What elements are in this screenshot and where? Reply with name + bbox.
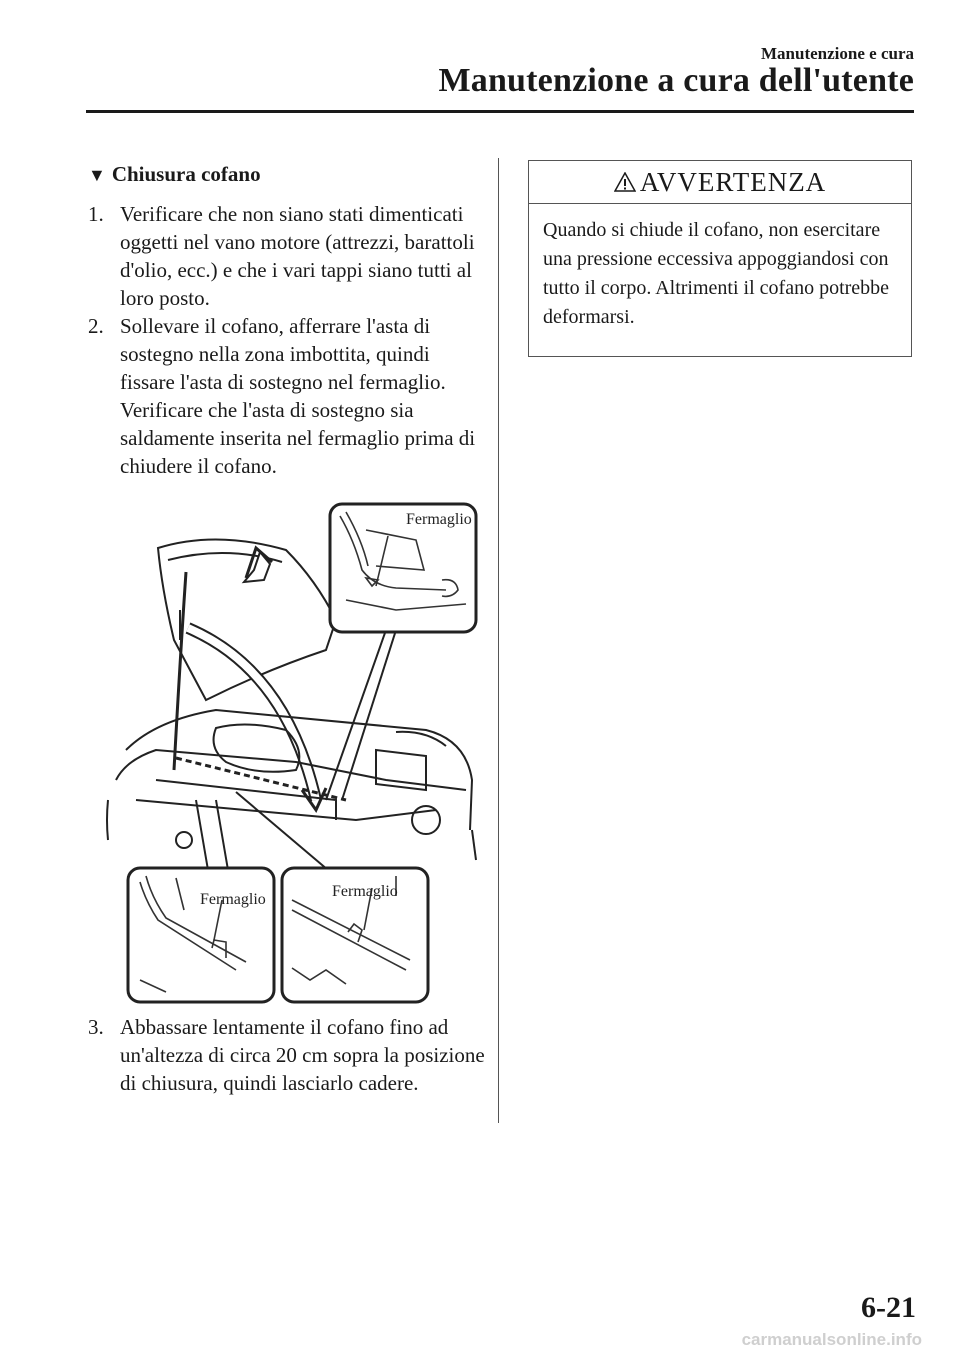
triangle-marker-icon: ▼	[88, 165, 106, 185]
hood-illustration	[96, 500, 480, 1005]
warning-box	[528, 160, 912, 357]
watermark: carmanualsonline.info	[741, 1330, 922, 1349]
step-number: 2.	[88, 314, 104, 338]
inset-top-right	[330, 504, 476, 632]
section-heading	[88, 162, 261, 187]
inset-bottom-right	[282, 868, 428, 1002]
step-item	[88, 312, 488, 480]
warning-triangle-icon	[614, 172, 636, 192]
page-title: Manutenzione a cura dell'utente	[438, 62, 914, 99]
warning-text: Quando si chiude il cofano, non esercitare una pressione eccessiva appoggiandosi con tutto il corpo. Altrimenti il cofano potrebbe deformarsi.	[543, 219, 890, 328]
inset-label: Fermaglio	[332, 883, 398, 900]
step-text: Verificare che non siano stati dimenticati oggetti nel vano motore (attrezzi, barattoli d'olio, ecc.) e che i vari tappi siano tutti al loro posto.	[120, 202, 475, 310]
header-section: Manutenzione e cura	[761, 44, 914, 63]
inset-bottom-left	[128, 868, 274, 1002]
step-item	[88, 1013, 488, 1097]
steps-list-continued	[88, 1013, 488, 1097]
column-divider	[498, 158, 499, 1123]
step-text: Sollevare il cofano, afferrare l'asta di sostegno nella zona imbottita, quindi fissare l'asta di sostegno nel fermaglio. Verificare che l'asta di sostegno sia saldamente inserita nel fermaglio prima di chiudere il cofano.	[120, 314, 476, 478]
step-number: 3.	[88, 1015, 104, 1039]
page-number: 6-21	[861, 1291, 916, 1324]
inset-label: Fermaglio	[200, 891, 266, 908]
inset-label: Fermaglio	[406, 511, 472, 528]
warning-header	[529, 161, 911, 204]
step-number: 1.	[88, 202, 104, 226]
section-title: Chiusura cofano	[111, 162, 261, 186]
hood-illustration-svg	[96, 500, 480, 1005]
header-divider	[86, 110, 914, 113]
step-text: Abbassare lentamente il cofano fino ad un'altezza di circa 20 cm sopra la posizione di chiusura, quindi lasciarlo cadere.	[120, 1015, 485, 1095]
steps-list	[88, 200, 488, 480]
warning-title: AVVERTENZA	[639, 166, 827, 197]
step-item	[88, 200, 488, 312]
